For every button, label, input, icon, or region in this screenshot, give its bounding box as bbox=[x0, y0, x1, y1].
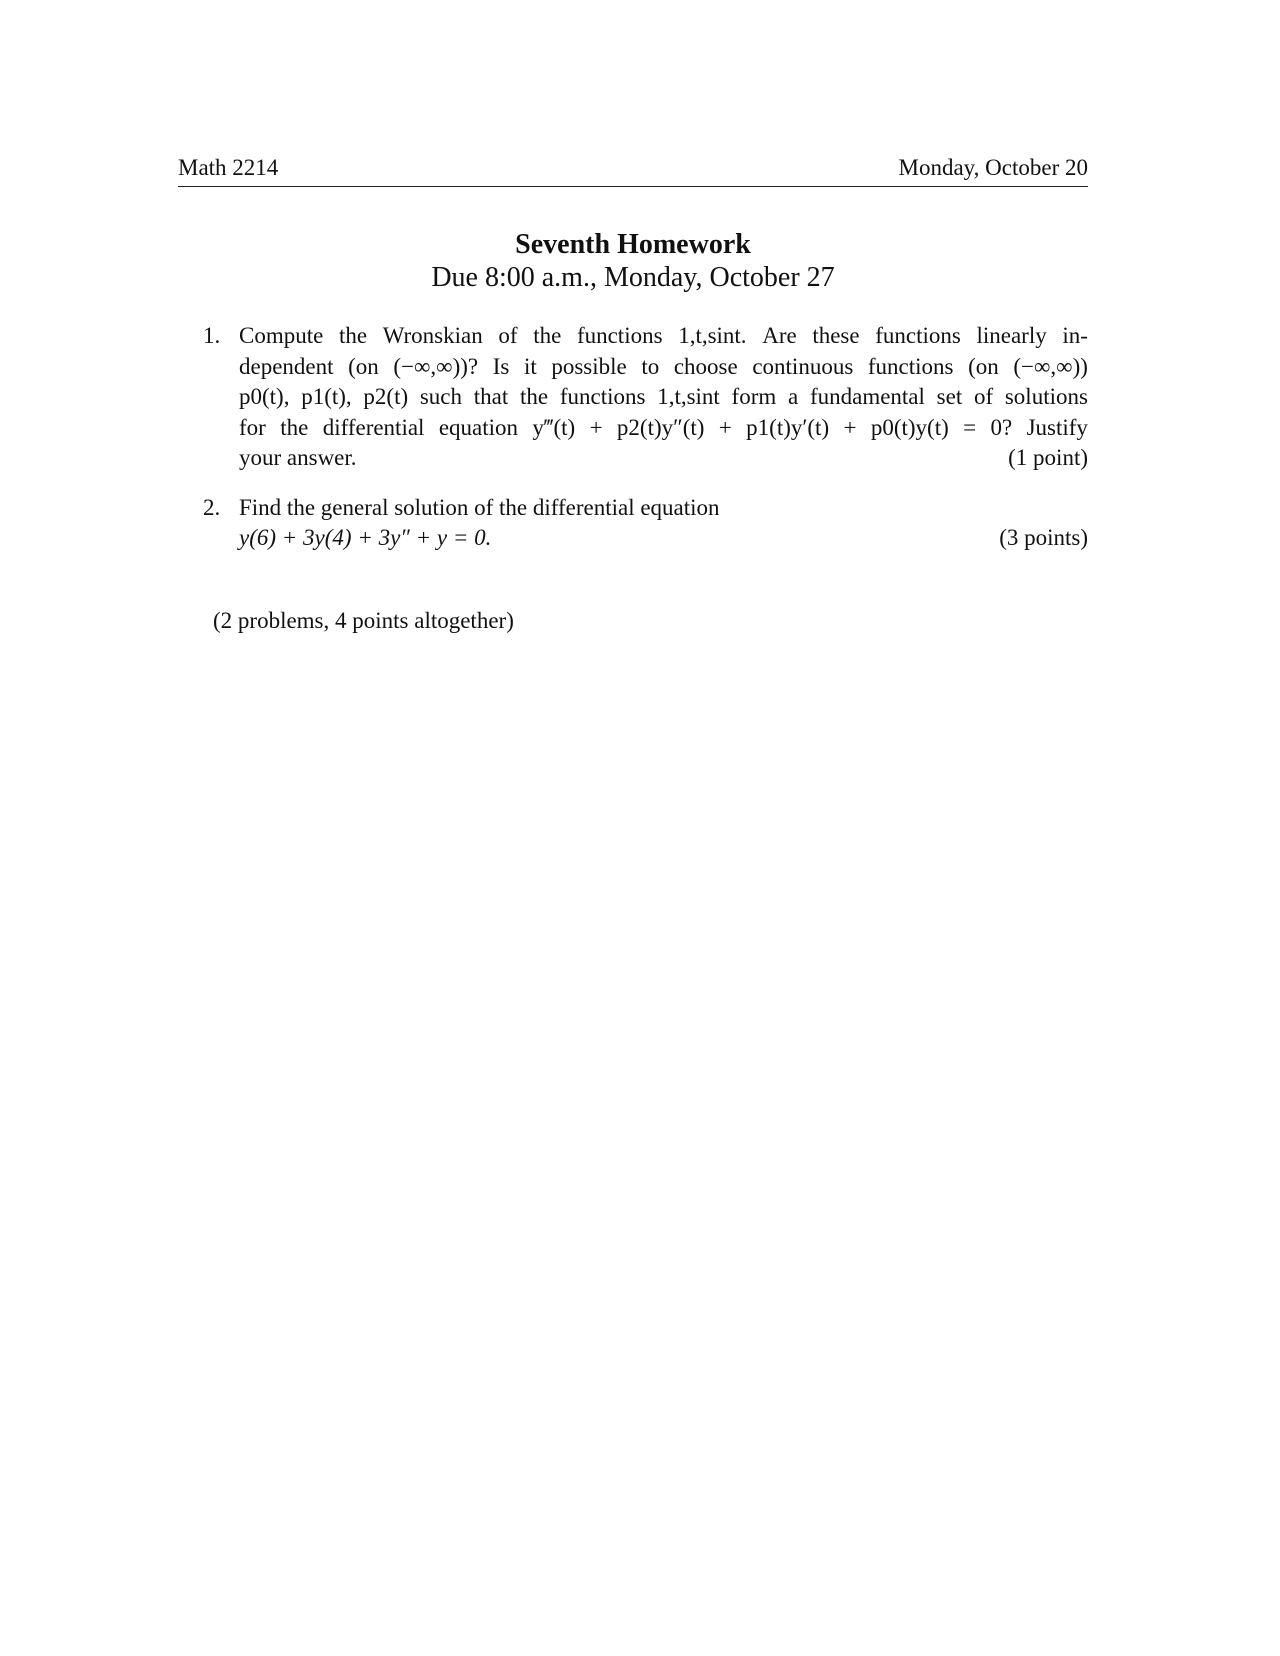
word: of bbox=[498, 323, 518, 348]
word: the bbox=[533, 323, 562, 348]
problem-1 bbox=[203, 321, 1088, 474]
word: p0(t)y(t) bbox=[870, 414, 949, 440]
problem-line bbox=[239, 413, 1088, 444]
word: p2(t)y″(t) bbox=[616, 414, 705, 440]
header-date: Monday, October 20 bbox=[898, 155, 1088, 180]
problem-number: 1. bbox=[203, 323, 221, 348]
word: it bbox=[523, 353, 537, 379]
word: such bbox=[419, 384, 463, 409]
word: differential bbox=[322, 414, 425, 440]
word: (on bbox=[968, 353, 999, 379]
problem-line bbox=[239, 443, 1088, 474]
word: 1,t,sint. bbox=[678, 323, 747, 348]
problem-line bbox=[239, 382, 1088, 413]
points-label: (3 points) bbox=[999, 525, 1088, 550]
points-label: (1 point) bbox=[1008, 445, 1088, 470]
word: these bbox=[812, 323, 860, 348]
word: that bbox=[473, 384, 509, 409]
page-title: Seventh Homework bbox=[515, 229, 751, 260]
word: in- bbox=[1062, 323, 1088, 348]
problem-list bbox=[203, 321, 1088, 554]
word: dependent bbox=[239, 353, 334, 379]
word: Are bbox=[762, 323, 797, 348]
word: a bbox=[788, 384, 799, 409]
word: the bbox=[520, 384, 549, 409]
word: p1(t), bbox=[301, 384, 352, 409]
word: for bbox=[239, 414, 266, 440]
word: functions bbox=[559, 384, 646, 409]
word: set bbox=[936, 384, 963, 409]
problem-line bbox=[239, 493, 1088, 524]
word: of bbox=[973, 384, 994, 409]
word: fundamental bbox=[809, 384, 925, 409]
word: equation bbox=[438, 414, 519, 440]
word: Justify bbox=[1026, 414, 1088, 440]
word: (on bbox=[348, 353, 379, 379]
summary-note: (2 problems, 4 points altogether) bbox=[213, 608, 514, 633]
title-block bbox=[178, 228, 1088, 294]
equation: y(6) + 3y(4) + 3y″ + y = 0. bbox=[239, 525, 492, 550]
word: = bbox=[963, 414, 977, 440]
word: possible bbox=[551, 353, 627, 379]
word: form bbox=[731, 384, 777, 409]
word: solutions bbox=[1004, 384, 1088, 409]
word: functions bbox=[867, 353, 954, 379]
problem-line bbox=[239, 321, 1088, 352]
due-date: Due 8:00 a.m., Monday, October 27 bbox=[431, 262, 835, 293]
problem-2 bbox=[203, 493, 1088, 554]
word: choose bbox=[673, 353, 738, 379]
problem-line bbox=[239, 523, 1088, 554]
word: continuous bbox=[752, 353, 854, 379]
word: p1(t)y′(t) bbox=[746, 414, 830, 440]
course-label: Math 2214 bbox=[178, 155, 279, 180]
word: the bbox=[280, 414, 309, 440]
word: linearly bbox=[976, 323, 1047, 348]
word: Compute bbox=[239, 323, 324, 348]
word: y‴(t) bbox=[532, 414, 576, 440]
word: functions bbox=[576, 323, 663, 348]
word: to bbox=[641, 353, 660, 379]
word: 1,t,sint bbox=[657, 384, 720, 409]
word: (−∞,∞)) bbox=[1013, 353, 1088, 379]
problem-number: 2. bbox=[203, 494, 221, 520]
word: + bbox=[718, 414, 732, 440]
word: p2(t) bbox=[363, 384, 409, 409]
word: Is bbox=[492, 353, 510, 379]
word: + bbox=[589, 414, 603, 440]
word: 0? bbox=[990, 414, 1013, 440]
page-header bbox=[178, 150, 1088, 187]
problem-line-text: your answer. bbox=[239, 445, 357, 470]
word: the bbox=[338, 323, 368, 348]
word: p0(t), bbox=[239, 384, 290, 409]
word: functions bbox=[875, 323, 961, 348]
word: (−∞,∞))? bbox=[393, 353, 479, 379]
problem-line-text: Find the general solution of the differential equation bbox=[239, 494, 720, 520]
word: + bbox=[843, 414, 857, 440]
problem-line bbox=[239, 352, 1088, 383]
word: Wronskian bbox=[382, 323, 483, 348]
